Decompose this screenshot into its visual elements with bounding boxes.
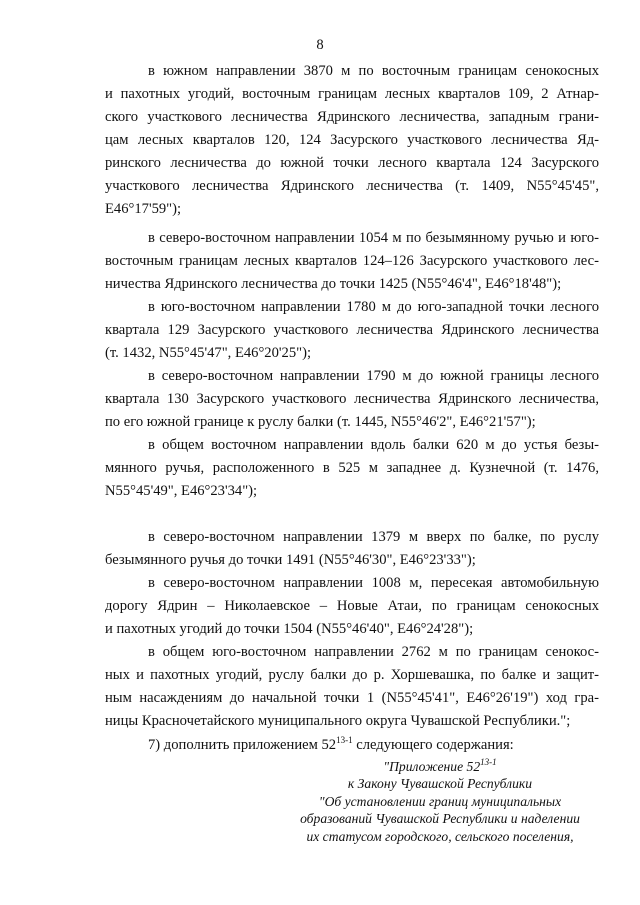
text-line: и пахотных угодий до точки 1504 (N55°46'40", E46°24'28"); [105, 621, 474, 637]
text-line: в северо-восточном направлении 1054 м по безымянному ручью и юго- [148, 230, 599, 246]
text-line: дорогу Ядрин – Николаевское – Новые Атаи, по границам сенокосных [105, 598, 599, 614]
text-line: в северо-восточном направлении 1379 м вверх по балке, по руслу [148, 529, 599, 545]
text-line: в южном направлении 3870 м по восточным границам сенокосных [148, 63, 599, 79]
text-line: ринского лесничества до южной точки лесного квартала 124 Засурского [105, 155, 599, 171]
text-line: в юго-восточном направлении 1780 м до юго-западной точки лесного [148, 299, 599, 315]
text-line: безымянного ручья до точки 1491 (N55°46'30", E46°23'33"); [105, 552, 476, 568]
text-line: квартала 129 Засурского участкового лесничества Ядринского лесничества [105, 322, 599, 338]
item-7-superscript: 13-1 [336, 735, 353, 745]
text-line: ского участкового лесничества Ядринского лесничества, западным грани- [105, 109, 599, 125]
text-line: в общем юго-восточном направлении 2762 м по границам сенокос- [148, 644, 599, 660]
appendix-title: "Приложение 52 [383, 759, 481, 774]
paragraph [105, 434, 599, 503]
paragraph [105, 526, 599, 572]
text-line: восточным границам лесных кварталов 124–126 Засурского участкового лес- [105, 253, 599, 269]
paragraph [105, 296, 599, 365]
item-7-paragraph [105, 734, 599, 757]
appendix-line: образований Чувашской Республики и наделении [300, 811, 580, 827]
appendix-line: их статусом городского, сельского поселения, [306, 828, 574, 844]
page-number: 8 [316, 37, 324, 53]
text-line: (т. 1432, N55°45'47", E46°20'25"); [105, 345, 311, 361]
text-line: цам лесных кварталов 120, 124 Засурского участкового лесничества Яд- [105, 132, 599, 148]
item-7-tail: следующего содержания: [352, 737, 514, 753]
text-line: E46°17'59"); [105, 201, 182, 217]
text-line: ницы Красночетайского муниципального округа Чувашской Республики."; [105, 713, 571, 729]
text-line: N55°45'49", E46°23'34"); [105, 483, 258, 499]
text-line: ных и пахотных угодий, руслу балки до р. Хоршевашка, по балке и защит- [105, 667, 599, 683]
appendix-heading [240, 758, 640, 845]
text-line: по его южной границе к руслу балки (т. 1445, N55°46'2", E46°21'57"); [105, 414, 536, 430]
text-line: ничества Ядринского лесничества до точки 1425 (N55°46'4", E46°18'48"); [105, 276, 562, 292]
text-line: в общем восточном направлении вдоль балки 620 м до устья безы- [148, 437, 599, 453]
text-line: в северо-восточном направлении 1790 м до южной границы лесного [148, 368, 599, 384]
text-line: в северо-восточном направлении 1008 м, пересекая автомобильную [148, 575, 599, 591]
text-line: ным насаждениям до начальной точки 1 (N55°45'41", E46°26'19") ход гра- [105, 690, 599, 706]
appendix-line: к Закону Чувашской Республики [347, 776, 533, 792]
paragraph [105, 365, 599, 434]
appendix-line: "Об установлении границ муниципальных [318, 793, 562, 809]
appendix-title-superscript: 13-1 [480, 757, 497, 767]
paragraph [105, 60, 599, 221]
paragraph [105, 227, 599, 296]
item-7-text: 7) дополнить приложением 52 [148, 737, 337, 753]
text-line: участкового лесничества Ядринского лесничества (т. 1409, N55°45'45", [105, 178, 599, 194]
text-line: и пахотных угодий, восточным границам лесных кварталов 109, 2 Атнар- [105, 86, 599, 102]
paragraph [105, 641, 599, 733]
text-line: квартала 130 Засурского участкового лесничества Ядринского лесничества, [105, 391, 599, 407]
text-line: мянного ручья, расположенного в 525 м западнее д. Кузнечной (т. 1476, [105, 460, 599, 476]
paragraph [105, 572, 599, 641]
